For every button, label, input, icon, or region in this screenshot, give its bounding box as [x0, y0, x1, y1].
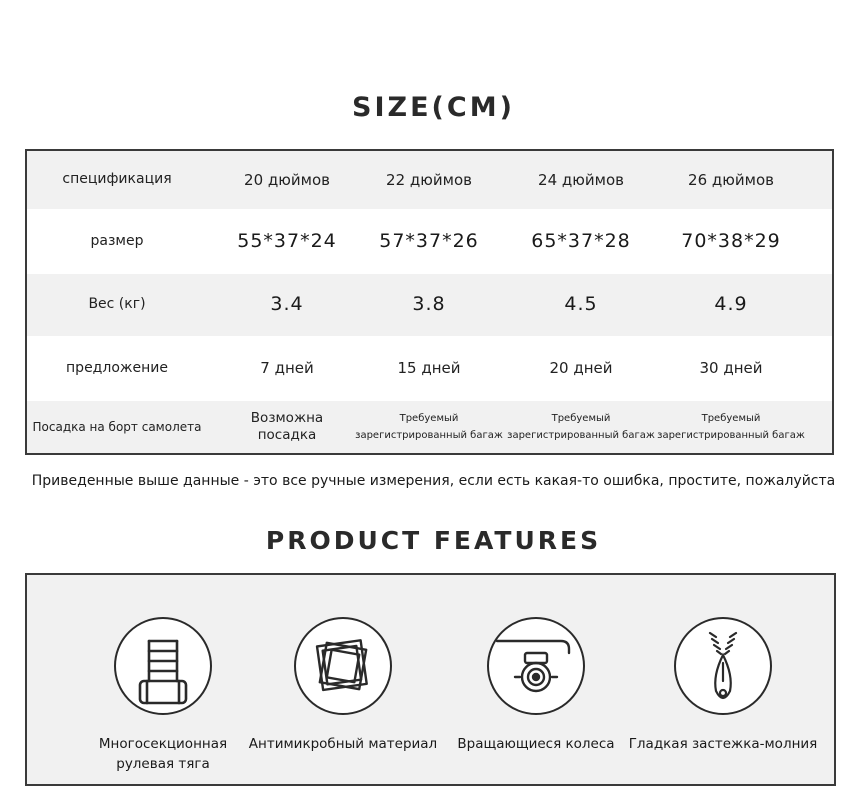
- size-table: [25, 149, 834, 455]
- cell-line: зарегистрированный багаж: [355, 430, 503, 441]
- table-row-boarding: [27, 401, 832, 453]
- cell-line: посадка: [257, 427, 317, 443]
- cell-line: Требуемый: [701, 413, 761, 424]
- cell-line: зарегистрированный багаж: [657, 430, 805, 441]
- table-cell: 4.9: [714, 293, 748, 316]
- table-row-trip: [27, 336, 832, 401]
- cell-line: Возможна: [250, 410, 324, 427]
- header-cell: 20 дюймов: [244, 170, 330, 189]
- table-cell: 70*38*29: [681, 229, 781, 252]
- table-cell: [651, 401, 811, 453]
- header-cell: спецификация: [62, 171, 172, 188]
- cell-line: Требуемый: [551, 413, 611, 424]
- table-header-row: [27, 151, 832, 209]
- size-heading: SIZE(CM): [352, 92, 515, 123]
- measurement-note: Приведенные выше данные - это все ручные измерения, если есть какая-то ошибка, простите, пожалуйста: [31, 473, 836, 489]
- layered-material-icon: [294, 617, 392, 715]
- table-cell: [207, 401, 367, 453]
- row-label: Посадка на борт самолета: [32, 419, 202, 434]
- feature-label: Гладкая застежка-молния: [628, 736, 818, 752]
- feature-label: Многосекционная: [98, 736, 228, 752]
- table-cell: 7 дней: [260, 359, 314, 378]
- table-cell: 65*37*28: [531, 229, 631, 252]
- feature-item: [623, 575, 823, 784]
- row-label: предложение: [66, 359, 168, 376]
- features-panel: [25, 573, 836, 786]
- feature-item: [243, 575, 443, 784]
- feature-item: [436, 575, 636, 784]
- table-cell: 30 дней: [699, 359, 763, 378]
- table-cell: 20 дней: [549, 359, 613, 378]
- table-cell: 3.8: [412, 293, 446, 316]
- feature-item: [63, 575, 263, 784]
- header-cell: 26 дюймов: [688, 170, 774, 189]
- feature-label: Вращающиеся колеса: [457, 736, 615, 752]
- row-label: размер: [90, 232, 144, 249]
- cell-line: Требуемый: [399, 413, 459, 424]
- cell-line: зарегистрированный багаж: [507, 430, 655, 441]
- header-cell: 22 дюймов: [386, 170, 472, 189]
- feature-label: рулевая тяга: [116, 755, 210, 772]
- table-cell: 57*37*26: [379, 229, 479, 252]
- header-cell: 24 дюймов: [538, 170, 624, 189]
- table-cell: 4.5: [564, 293, 598, 316]
- table-cell: [345, 401, 513, 453]
- features-heading: PRODUCT FEATURES: [265, 526, 602, 555]
- table-row-weight: [27, 274, 832, 336]
- table-cell: 15 дней: [397, 359, 461, 378]
- feature-label: Антимикробный материал: [248, 736, 438, 752]
- row-label: Вес (кг): [88, 296, 146, 313]
- spinner-wheel-icon: [487, 617, 585, 715]
- table-cell: [497, 401, 665, 453]
- telescopic-handle-icon: [114, 617, 212, 715]
- zipper-icon: [674, 617, 772, 715]
- table-cell: 3.4: [270, 293, 304, 316]
- table-row-size: [27, 209, 832, 274]
- table-cell: 55*37*24: [237, 229, 337, 252]
